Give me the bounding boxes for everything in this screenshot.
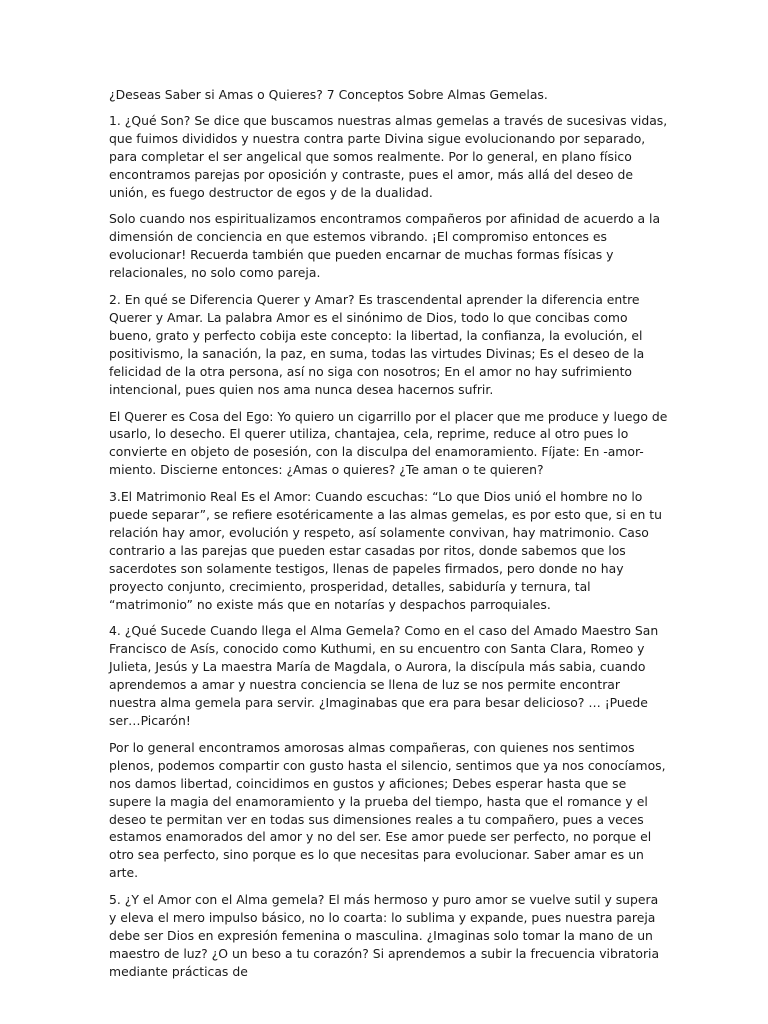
paragraph-3-matrimonio: 3.El Matrimonio Real Es el Amor: Cuando escuchas: “Lo que Dios unió el hombre no lo puede separar”, se refiere esotéricamente a las almas gemelas, es por esto que, si en tu relación hay amor, evolución y respeto, así solamente convivan, hay matrimonio. Caso contrario a las parejas que pueden estar casadas por ritos, donde sabemos que los sacerdotes son solamente testigos, llenas de papeles firmados, pero donde no hay proyecto conjunto, crecimiento, prosperidad, detalles, sabiduría y ternura, tal “matrimonio” no existe más que en notarías y despachos parroquiales. [109, 489, 662, 612]
paragraph-5-amor-alma-gemela: 5. ¿Y el Amor con el Alma gemela? El más hermoso y puro amor se vuelve sutil y supera y eleva el mero impulso básico, no lo coarta: lo sublima y expande, pues nuestra pareja debe ser Dios en expresión femenina o masculina. ¿Imaginas solo tomar la mano de un maestro de luz? ¿O un beso a tu corazón? Si aprendemos a subir la frecuencia vibratoria mediante prácticas de [109, 892, 660, 979]
paragraph-querer-ego: El Querer es Cosa del Ego: Yo quiero un cigarrillo por el placer que me produce y luego de usarlo, lo desecho. El querer utiliza, chantajea, cela, reprime, reduce al otro pues lo convierte en objeto de posesión, con la disculpa del enamoramiento. Fíjate: En -amor-miento. Discierne entonces: ¿Amas o quieres? ¿Te aman o te quieren? [109, 408, 668, 478]
document-title: ¿Deseas Saber si Amas o Quieres? 7 Conceptos Sobre Almas Gemelas. [109, 87, 548, 102]
paragraph-espiritualizamos: Solo cuando nos espiritualizamos encontramos compañeros por afinidad de acuerdo a la dimensión de conciencia en que estemos vibrando. ¡El compromiso entonces es evolucionar! Recuerda también que pueden encarnar de muchas formas físicas y relacionales, no solo como pareja. [109, 211, 661, 281]
paragraph-4-alma-gemela: 4. ¿Qué Sucede Cuando llega el Alma Gemela? Como en el caso del Amado Maestro San Francisco de Asís, conocido como Kuthumi, en su encuentro con Santa Clara, Romeo y Julieta, Jesús y La maestra María de Magdala, o Aurora, la discípula más sabia, cuando aprendemos a amar y nuestra conciencia se llena de luz se nos permite encontrar nuestra alma gemela para servir. ¿Imaginabas que era para besar delicioso? … ¡Puede ser…Picarón! [109, 623, 659, 728]
paragraph-almas-companeras: Por lo general encontramos amorosas almas compañeras, con quienes nos sentimos plenos, podemos compartir con gusto hasta el silencio, sentimos que ya nos conocíamos, nos damos libertad, coincidimos en gustos y aficiones; Debes esperar hasta que se supere la magia del enamoramiento y la prueba del tiempo, hasta que el romance y el deseo te permitan ver en todas sus dimensiones reales a tu compañero, pues a veces estamos enamorados del amor y no del ser. Ese amor puede ser perfecto, no porque el otro sea perfecto, sino porque es lo que necesitas para evolucionar. Saber amar es un arte. [109, 739, 666, 881]
paragraph-1-que-son: 1. ¿Qué Son? Se dice que buscamos nuestras almas gemelas a través de sucesivas vidas, que fuimos divididos y nuestra contra parte Divina sigue evolucionando por separado, para completar el ser angelical que somos realmente. Por lo general, en plano físico encontramos parejas por oposición y contraste, pues el amor, más allá del deseo de unión, es fuego destructor de egos y de la dualidad. [109, 112, 668, 200]
paragraph-2-querer-y-amar: 2. En qué se Diferencia Querer y Amar? Es trascendental aprender la diferencia entre Querer y Amar. La palabra Amor es el sinónimo de Dios, todo lo que concibas como bueno, grato y perfecto cobija este concepto: la libertad, la confianza, la evolución, el positivismo, la sanación, la paz, en suma, todas las virtudes Divinas; Es el deseo de la felicidad de la otra persona, así no siga con nosotros; En el amor no hay sufrimiento intencional, pues quien nos ama nunca desea hacernos sufrir. [109, 292, 645, 397]
